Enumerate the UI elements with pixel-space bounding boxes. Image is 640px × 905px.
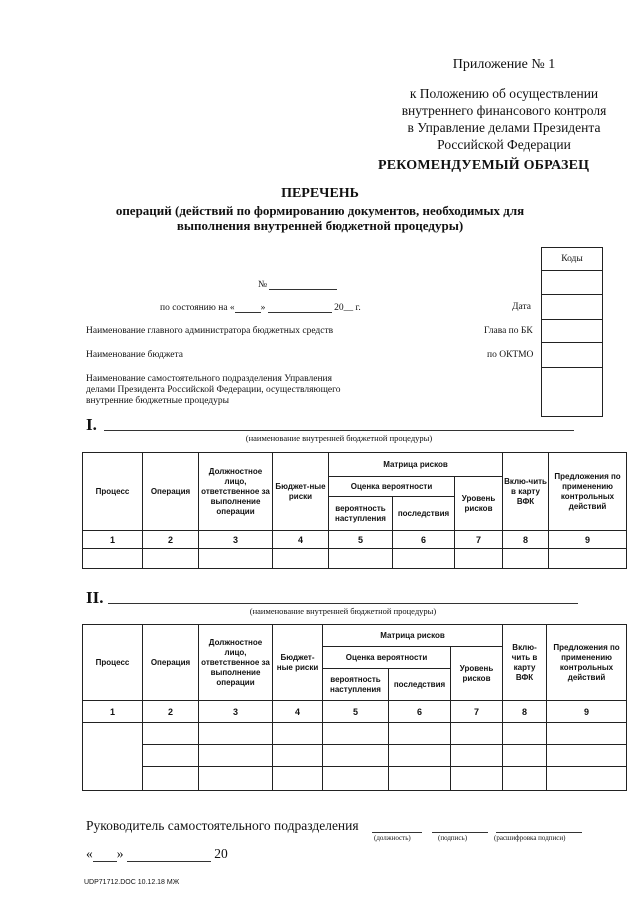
as-of-field (160, 302, 361, 313)
table-row (83, 549, 627, 569)
table-cell[interactable] (503, 549, 549, 569)
code-cell-oktmo[interactable] (542, 343, 603, 368)
table-cell[interactable] (451, 767, 503, 791)
title-line-1: ПЕРЕЧЕНЬ (281, 186, 359, 201)
header-operation: Операция (143, 625, 199, 701)
header-official: Должностное лицо, ответственное за выполнение операции (199, 453, 273, 531)
table-cell[interactable] (273, 767, 323, 791)
header-risk-level: Уровень рисков (451, 647, 503, 701)
header-risk-matrix: Матрица рисков (329, 453, 503, 477)
footer-doc-id: UDP71712.DOC 10.12.18 МЖ (84, 879, 180, 886)
decoding-caption: (расшифровка подписи) (494, 834, 566, 842)
number-field (258, 279, 337, 290)
date-day-input[interactable] (93, 848, 117, 862)
table-row (83, 723, 627, 745)
table-cell[interactable] (389, 745, 451, 767)
col-number: 4 (273, 701, 323, 723)
col-number: 7 (455, 531, 503, 549)
col-number: 1 (83, 531, 143, 549)
unit-label-line: Наименование самостоятельного подразделения Управления (86, 374, 333, 384)
table-cell[interactable] (547, 723, 627, 745)
table-cell[interactable] (451, 745, 503, 767)
header-risk-matrix: Матрица рисков (323, 625, 503, 647)
col-number: 6 (389, 701, 451, 723)
header-budget-risks: Бюджет-ные риски (273, 453, 329, 531)
title-line-2: операций (действий по формированию документов, необходимых для (115, 203, 525, 218)
header-operation: Операция (143, 453, 199, 531)
header-consequences: последствия (389, 669, 451, 701)
header-budget-risks: Бюджет-ные риски (273, 625, 323, 701)
table-cell[interactable] (323, 723, 389, 745)
col-number: 7 (451, 701, 503, 723)
date-close-quote: » (116, 846, 124, 861)
table-cell[interactable] (503, 745, 547, 767)
budget-label: Наименование бюджета (86, 350, 183, 360)
header-proposals: Предложения по применению контрольных действий (547, 625, 627, 701)
header-probability: вероятность наступления (323, 669, 389, 701)
col-number: 8 (503, 701, 547, 723)
table-cell[interactable] (329, 549, 393, 569)
date-year: 20 (214, 846, 228, 861)
table-cell[interactable] (273, 745, 323, 767)
code-cell-number[interactable] (542, 271, 603, 295)
table-cell[interactable] (455, 549, 503, 569)
table-cell[interactable] (199, 723, 273, 745)
operations-table-2 (82, 624, 627, 791)
table-cell[interactable] (389, 723, 451, 745)
col-number: 3 (199, 531, 273, 549)
as-of-year: 20__ г. (334, 303, 361, 313)
section-1-number: I. (86, 415, 97, 434)
table-cell[interactable] (273, 549, 329, 569)
position-input[interactable] (372, 832, 422, 833)
sign-input[interactable] (432, 832, 488, 833)
table-cell[interactable] (549, 549, 627, 569)
position-caption: (должность) (374, 834, 411, 842)
header-prob-assessment: Оценка вероятности (323, 647, 451, 669)
table-cell[interactable] (143, 549, 199, 569)
document-title (60, 186, 580, 233)
header-proposals: Предложения по применению контрольных действий (549, 453, 627, 531)
table-cell[interactable] (199, 745, 273, 767)
section-2-number: II. (86, 588, 104, 607)
date-month-input[interactable] (127, 848, 211, 862)
appendix-line: внутреннего финансового контроля (401, 103, 607, 118)
col-number: 2 (143, 701, 199, 723)
header-process: Процесс (83, 625, 143, 701)
table-cell[interactable] (143, 745, 199, 767)
section-2-note: (наименование внутренней бюджетной процедуры) (249, 606, 437, 616)
col-number: 9 (547, 701, 627, 723)
header-official: Должностное лицо, ответственное за выполнение операции (199, 625, 273, 701)
signature-text: Руководитель самостоятельного подразделения (86, 818, 359, 833)
appendix-line: к Положению об осуществлении (409, 86, 599, 101)
table-cell[interactable] (547, 767, 627, 791)
col-number: 8 (503, 531, 549, 549)
as-of-prefix: по состоянию на « (160, 303, 235, 313)
col-number: 6 (393, 531, 455, 549)
number-input[interactable] (269, 279, 337, 290)
table-cell[interactable] (83, 723, 143, 791)
codes-table (541, 247, 603, 417)
code-cell-glava[interactable] (542, 320, 603, 343)
unit-label-line: делами Президента Российской Федерации, осуществляющего (86, 385, 341, 395)
decoding-input[interactable] (496, 832, 582, 833)
header-process: Процесс (83, 453, 143, 531)
table-cell[interactable] (199, 767, 273, 791)
table-cell[interactable] (273, 723, 323, 745)
number-label: № (258, 280, 268, 290)
table-row (83, 745, 627, 767)
appendix-heading: Приложение № 1 (452, 57, 556, 72)
col-number: 5 (329, 531, 393, 549)
glava-label: Глава по БК (484, 326, 533, 336)
code-cell-date[interactable] (542, 295, 603, 320)
header-consequences: последствия (393, 497, 455, 531)
table-cell[interactable] (323, 745, 389, 767)
table-cell[interactable] (143, 767, 199, 791)
col-number: 2 (143, 531, 199, 549)
header-risk-level: Уровень рисков (455, 477, 503, 531)
date-open-quote: « (86, 846, 93, 861)
section-1-name-input[interactable] (104, 430, 574, 431)
admin-label: Наименование главного администратора бюджетных средств (86, 326, 334, 336)
table-cell[interactable] (451, 723, 503, 745)
appendix-block (384, 56, 624, 153)
header-probability: вероятность наступления (329, 497, 393, 531)
table-cell[interactable] (503, 767, 547, 791)
section-2-name-input[interactable] (108, 603, 578, 604)
code-cell-unit[interactable] (542, 368, 603, 417)
table-cell[interactable] (547, 745, 627, 767)
table-cell[interactable] (393, 549, 455, 569)
codes-header: Коды (542, 248, 603, 271)
header-include-vfk: Вклю-чить в карту ВФК (503, 453, 549, 531)
table-cell[interactable] (83, 549, 143, 569)
as-of-month-input[interactable] (268, 302, 332, 313)
unit-label (86, 374, 341, 407)
table-cell[interactable] (389, 767, 451, 791)
col-number: 9 (549, 531, 627, 549)
oktmo-label: по ОКТМО (487, 350, 534, 360)
title-line-3: выполнения внутренней бюджетной процедуры) (176, 218, 464, 233)
table-row (83, 767, 627, 791)
section-1-note: (наименование внутренней бюджетной процедуры) (245, 433, 433, 443)
sign-caption: (подпись) (438, 834, 468, 842)
table-cell[interactable] (143, 723, 199, 745)
as-of-mid: » (260, 303, 266, 313)
as-of-day-input[interactable] (235, 302, 261, 313)
table-cell[interactable] (323, 767, 389, 791)
col-number: 5 (323, 701, 389, 723)
appendix-line: Российской Федерации (437, 137, 571, 152)
col-number: 1 (83, 701, 143, 723)
col-number: 3 (199, 701, 273, 723)
table-cell[interactable] (503, 723, 547, 745)
header-include-vfk: Вклю-чить в карту ВФК (503, 625, 547, 701)
date-label: Дата (512, 302, 531, 312)
signature-date (86, 846, 228, 862)
col-number: 4 (273, 531, 329, 549)
sample-label: РЕКОМЕНДУЕМЫЙ ОБРАЗЕЦ (378, 158, 590, 173)
appendix-line: в Управление делами Президента (407, 120, 601, 135)
operations-table-1 (82, 452, 627, 569)
unit-label-line: внутренние бюджетные процедуры (86, 396, 230, 406)
table-cell[interactable] (199, 549, 273, 569)
header-prob-assessment: Оценка вероятности (329, 477, 455, 497)
